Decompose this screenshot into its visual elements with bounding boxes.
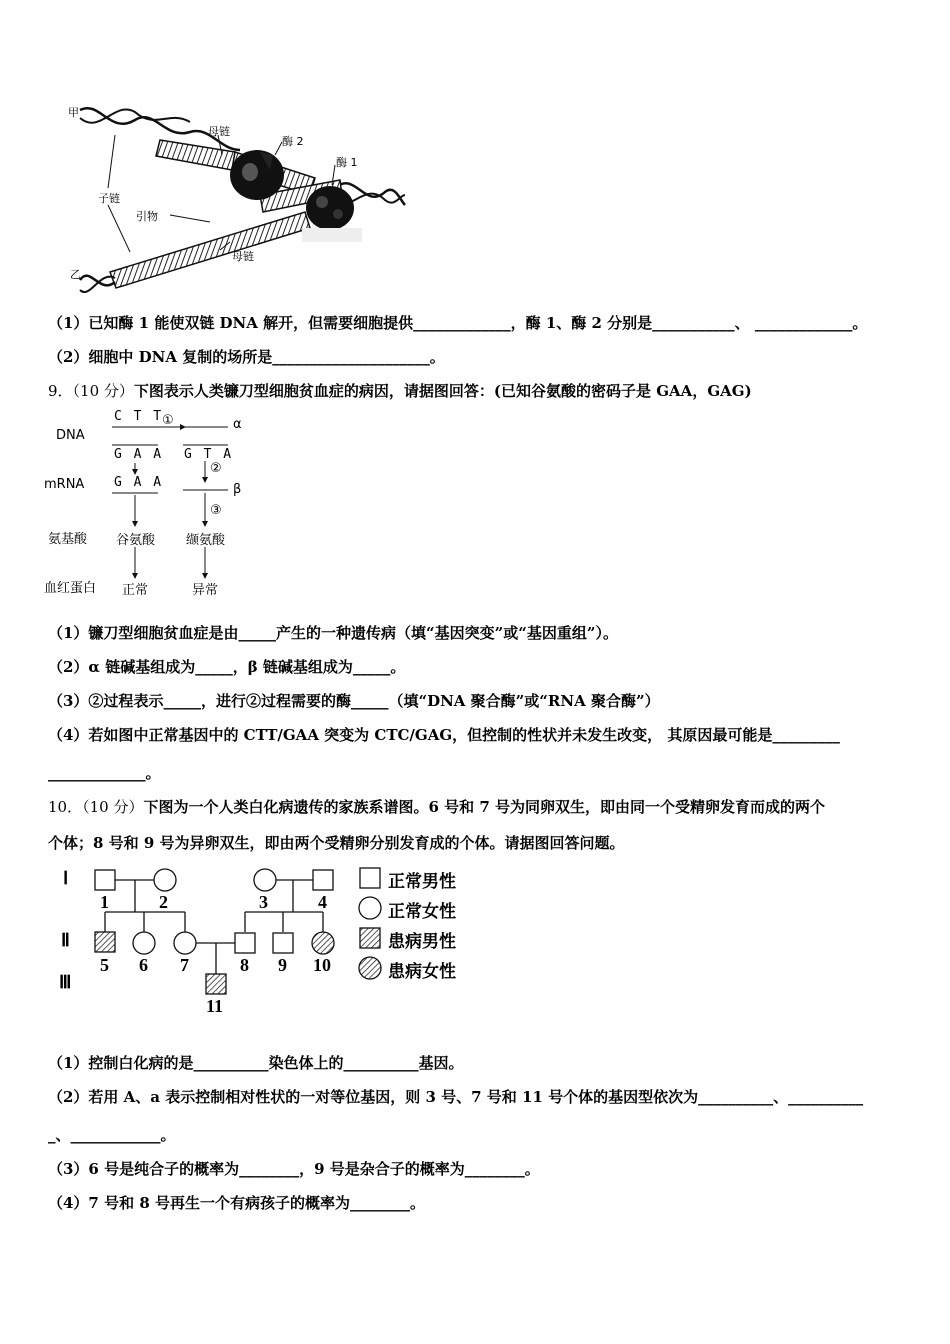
legend-normal-male: 正常男性 (388, 872, 456, 892)
person-8-symbol (235, 933, 255, 953)
q8-subquestion-2: （2）细胞中 DNA 复制的场所是_____________________。 (48, 348, 445, 366)
label-jia: 甲 (68, 106, 79, 119)
q9-subquestion-3: （3）②过程表示_____，进行②过程需要的酶_____（填“DNA 聚合酶”或“RNA 聚合酶”） (48, 692, 660, 710)
q10-subquestion-4: （4）7 号和 8 号再生一个有病孩子的概率为________。 (48, 1194, 425, 1212)
person-7-number: 7 (180, 955, 189, 975)
person-3-symbol (254, 869, 276, 891)
label-parent-strand-top: 母链 (208, 125, 230, 138)
row-label-dna: DNA (56, 428, 85, 443)
person-5-symbol (95, 932, 115, 952)
beta-chain-label: β (233, 482, 242, 497)
label-primer: 引物 (136, 210, 158, 223)
legend-affected-male-symbol (360, 928, 380, 948)
q10-subquestion-3: （3）6 号是纯合子的概率为________，9 号是杂合子的概率为________。 (48, 1160, 540, 1178)
alpha-chain-label: α (233, 417, 242, 432)
step-3-marker: ③ (210, 503, 222, 518)
person-3-number: 3 (259, 892, 268, 912)
label-yi: 乙 (70, 268, 81, 281)
person-10-number: 10 (313, 955, 331, 975)
legend-normal-female: 正常女性 (388, 902, 456, 922)
legend-affected-female: 患病女性 (388, 962, 456, 982)
generation-3-label: Ⅲ (59, 972, 72, 992)
q9-heading (48, 380, 752, 401)
person-9-symbol (273, 933, 293, 953)
person-8-number: 8 (240, 955, 249, 975)
q9-subquestion-4: （4）若如图中正常基因中的 CTT/GAA 突变为 CTC/GAG，但控制的性状并未发生改变， 其原因最可能是_________ (48, 726, 840, 744)
row-label-mrna: mRNA (44, 477, 85, 492)
q9-subquestion-1: （1）镰刀型细胞贫血症是由_____产生的一种遗传病（填“基因突变”或“基因重组”）。 (48, 624, 618, 642)
person-10-symbol (312, 932, 334, 954)
legend-affected-female-symbol (359, 957, 381, 979)
person-11-number: 11 (206, 996, 224, 1016)
person-11-symbol (206, 974, 226, 994)
step-2-marker: ② (210, 461, 222, 476)
row-label-hemoglobin: 血红蛋白 (44, 581, 97, 596)
q9-subquestion-2: （2）α 链碱基组成为_____，β 链碱基组成为_____。 (48, 658, 406, 676)
codon-ctt: C T T (114, 409, 164, 424)
person-4-symbol (313, 870, 333, 890)
q9-number: 9．（10 分） (48, 382, 134, 400)
label-daughter-strand: 子链 (98, 192, 120, 205)
person-2-symbol (154, 869, 176, 891)
person-7-symbol (174, 932, 196, 954)
generation-2-label: Ⅱ (61, 930, 70, 950)
q10-heading (48, 796, 825, 817)
q10-number: 10．（10 分） (48, 798, 144, 816)
q9-subquestion-4-cont: _____________。 (48, 764, 161, 782)
legend-normal-female-symbol (359, 897, 381, 919)
legend-affected-male: 患病男性 (388, 932, 456, 952)
codon-gta: G T A (184, 447, 234, 462)
q10-subquestion-2: （2）若用 A、a 表示控制相对性状的一对等位基因，则 3 号、7 号和 11 号个体的基因型依次为__________、__________ (48, 1088, 864, 1106)
person-1-symbol (95, 870, 115, 890)
person-6-number: 6 (139, 955, 148, 975)
normal-label: 正常 (122, 583, 149, 598)
abnormal-label: 异常 (192, 583, 219, 598)
glutamic-acid-label: 谷氨酸 (116, 533, 156, 548)
label-parent-strand-bottom: 母链 (232, 250, 254, 263)
person-9-number: 9 (278, 955, 287, 975)
person-1-number: 1 (100, 892, 109, 912)
label-enzyme-1: 酶 1 (336, 156, 358, 169)
person-4-number: 4 (318, 892, 327, 912)
pedigree-chart (55, 862, 475, 1022)
q10-subquestion-2-cont: _、____________。 (48, 1126, 176, 1144)
person-5-number: 5 (100, 955, 109, 975)
row-label-amino-acid: 氨基酸 (48, 532, 88, 547)
generation-1-label: Ⅰ (63, 868, 69, 888)
q10-prompt: 下图为一个人类白化病遗传的家族系谱图。6 号和 7 号为同卵双生，即由同一个受精卵发育而成的两个 (143, 798, 825, 816)
codon-gaa-mrna: G A A (114, 475, 164, 490)
person-2-number: 2 (159, 892, 168, 912)
q8-subquestion-1: （1）已知酶 1 能使双链 DNA 解开，但需要细胞提供_____________，酶 1、酶 2 分别是___________、 _____________。 (48, 314, 868, 332)
valine-label: 缬氨酸 (186, 533, 226, 548)
dna-replication-figure (60, 100, 410, 295)
q9-prompt: 下图表示人类镰刀型细胞贫血症的病因，请据图回答：(已知谷氨酸的密码子是 GAA，GAG) (133, 382, 752, 400)
legend-normal-male-symbol (360, 868, 380, 888)
step-1-marker: ① (162, 413, 174, 428)
label-enzyme-2: 酶 2 (282, 135, 304, 148)
q10-subquestion-1: （1）控制白化病的是__________染色体上的__________基因。 (48, 1054, 464, 1072)
person-6-symbol (133, 932, 155, 954)
codon-gaa-dna: G A A (114, 447, 164, 462)
q10-prompt-cont: 个体；8 号和 9 号为异卵双生，即由两个受精卵分别发育成的个体。请据图回答问题。 (48, 834, 625, 852)
sickle-cell-diagram (40, 405, 260, 600)
